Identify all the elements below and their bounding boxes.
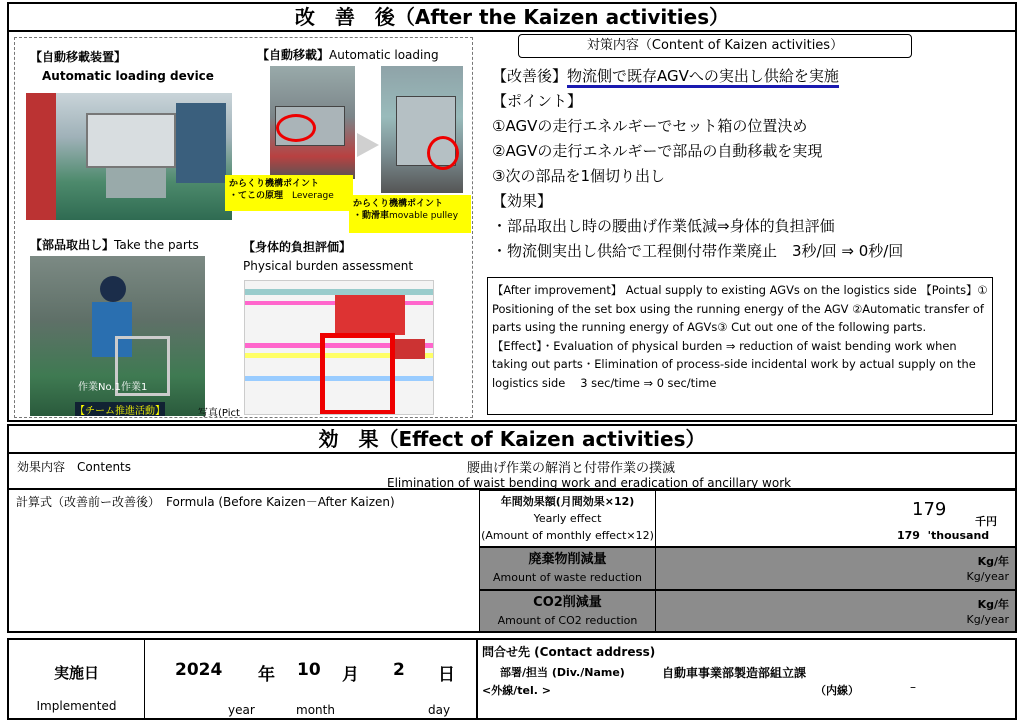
callout-pulley-en: movable pulley [389, 211, 459, 222]
effect-1: ・部品取出し時の腰曲げ作業低減⇒身体的負担評価 [492, 217, 835, 235]
waste-unit-en: Kg/year [966, 570, 1009, 583]
auto-loading-label [257, 46, 439, 63]
callout-leverage-point: ・てこの原理 [229, 191, 284, 202]
effect-title: 効 果（Effect of Kaizen activities） [318, 427, 706, 451]
callout-leverage [225, 175, 353, 211]
content-en-box [487, 277, 993, 415]
after-kaizen-header [7, 2, 1017, 32]
burden-label-en: Physical burden assessment [243, 259, 414, 273]
contents-label-en: Contents [77, 460, 132, 474]
point-2: ②AGVの走行エネルギーで部品の自動移載を実現 [492, 142, 823, 160]
formula-label [16, 493, 395, 510]
date-day-en: day [428, 703, 451, 717]
effect-label: 【効果】 [492, 192, 553, 210]
contents-en: Elimination of waist bending work and eradication of ancillary work [387, 476, 792, 490]
co2-unit-jp: Kg/年 [977, 598, 1009, 611]
date-year-jp: 年 [258, 665, 275, 685]
after-improvement-label: 【改善後】 [492, 67, 568, 85]
date-day: 2 [393, 660, 405, 680]
effect-2: ・物流側実出し供給で工程側付帯作業廃止 3秒/回 ⇒ 0秒/回 [492, 242, 904, 260]
take-parts-photo [30, 256, 205, 416]
contents-jp: 腰曲げ作業の解消と付帯作業の撲滅 [467, 461, 676, 476]
waste-label-en: Amount of waste reduction [493, 571, 642, 584]
contents-label-jp: 効果内容 [17, 460, 66, 474]
effect-header [7, 424, 1017, 454]
content-header-box [518, 34, 912, 58]
formula-label-en: Formula (Before Kaizen－After Kaizen) [166, 495, 395, 509]
contact-cell [476, 640, 1016, 718]
yearly-unit-2: 'thousand [927, 529, 990, 542]
callout-leverage-title: からくり機構ポイント [229, 179, 320, 189]
auto-loading-label-jp: 【自動移載】 [257, 48, 330, 62]
yearly-effect-label-cell [479, 490, 656, 547]
point-1: ①AGVの走行エネルギーでセット箱の位置決め [492, 117, 808, 135]
callout-pulley [349, 195, 471, 233]
naisen-label: （内線） [815, 684, 859, 697]
yearly-value: 179 [912, 499, 947, 520]
waste-value-cell [655, 547, 1016, 590]
div-value: 自動車事業部製造部組立課 [662, 666, 807, 680]
date-year-en: year [228, 703, 255, 717]
auto-loading-photo-after [381, 66, 463, 193]
implemented-cell [9, 640, 145, 718]
device-label-jp: 【自動移載装置】 [30, 50, 127, 64]
loading-device-photo [26, 93, 232, 220]
callout-pulley-title: からくり機構ポイント [353, 199, 444, 209]
photo-caption: 作業No.1作業1 [78, 382, 148, 393]
photo-caption-3: 写真(Pict [198, 408, 240, 419]
waste-label-cell [479, 547, 656, 590]
date-month-en: month [296, 703, 335, 717]
yearly-label-en2: (Amount of monthly effect×12) [481, 529, 654, 542]
yearly-effect-value-cell [655, 490, 1016, 547]
content-header: 対策内容（Content of Kaizen activities） [586, 38, 844, 53]
yearly-value-2-num: 179 [897, 529, 920, 542]
point-3: ③次の部品を1個切り出し [492, 167, 665, 185]
after-kaizen-title: 改 善 後（After the Kaizen activities） [294, 5, 730, 29]
callout-leverage-en: Leverage [292, 191, 334, 202]
waste-unit-jp: Kg/年 [977, 555, 1009, 568]
naisen-value: – [910, 680, 916, 694]
yearly-label-en: Yearly effect [533, 512, 602, 525]
yearly-label-jp: 年間効果額(月間効果×12) [500, 495, 635, 508]
device-label-en: Automatic loading device [42, 69, 214, 83]
date-month-jp: 月 [342, 665, 359, 685]
contact-label: 問合せ先 (Contact address) [482, 645, 656, 659]
co2-unit-en: Kg/year [966, 613, 1009, 626]
burden-assessment-chart [244, 280, 434, 415]
after-improvement-text: 物流側で既存AGVへの実出し供給を実施 [567, 67, 839, 88]
take-parts-label-jp: 【部品取出し】 [30, 238, 115, 252]
div-label: 部署/担当 (Div./Name) [500, 666, 625, 679]
co2-label-en: Amount of CO2 reduction [497, 614, 638, 627]
date-day-jp: 日 [438, 665, 455, 685]
content-en: 【After improvement】 Actual supply to existing AGVs on the logistics side 【Points】① Positioning of the set box using the running energy of the AGV ②Automatic transfer of parts using the running energy of AGVs③ Cut out one of the following parts. 【Effect】・Evaluation of physical burden ⇒ reduction of waist bending work when taking out parts・Elimination of process-side incidental work by actual supply on the logistics side 3 sec/time ⇒ 0 sec/time [492, 283, 988, 390]
date-year: 2024 [175, 660, 223, 680]
co2-value-cell [655, 590, 1016, 632]
effect-contents-row [7, 452, 1017, 490]
tel-label: <外線/tel. > [482, 684, 551, 697]
auto-loading-photo-before [270, 66, 355, 179]
contents-label [17, 458, 131, 475]
co2-label-jp: CO2削減量 [533, 595, 602, 610]
callout-pulley-point: ・動滑車 [353, 211, 390, 222]
device-label [30, 48, 126, 65]
yearly-unit: 千円 [975, 515, 997, 528]
arrow-icon [357, 133, 379, 157]
implemented-en: Implemented [36, 699, 117, 713]
auto-loading-label-en: Automatic loading [329, 48, 439, 62]
take-parts-label [30, 236, 199, 253]
burden-label [243, 238, 413, 273]
waste-label-jp: 廃棄物削減量 [528, 552, 607, 567]
content-jp [492, 64, 1012, 264]
points-label: 【ポイント】 [492, 92, 583, 110]
date-month: 10 [297, 660, 321, 680]
take-parts-label-en: Take the parts [114, 238, 199, 252]
formula-label-jp: 計算式（改善前ー改善後） [16, 495, 155, 509]
co2-label-cell [479, 590, 656, 632]
burden-label-jp: 【身体的負担評価】 [243, 240, 352, 254]
implemented-jp: 実施日 [53, 664, 99, 682]
photo-caption-2: 【チーム推進活動】 [75, 402, 165, 416]
